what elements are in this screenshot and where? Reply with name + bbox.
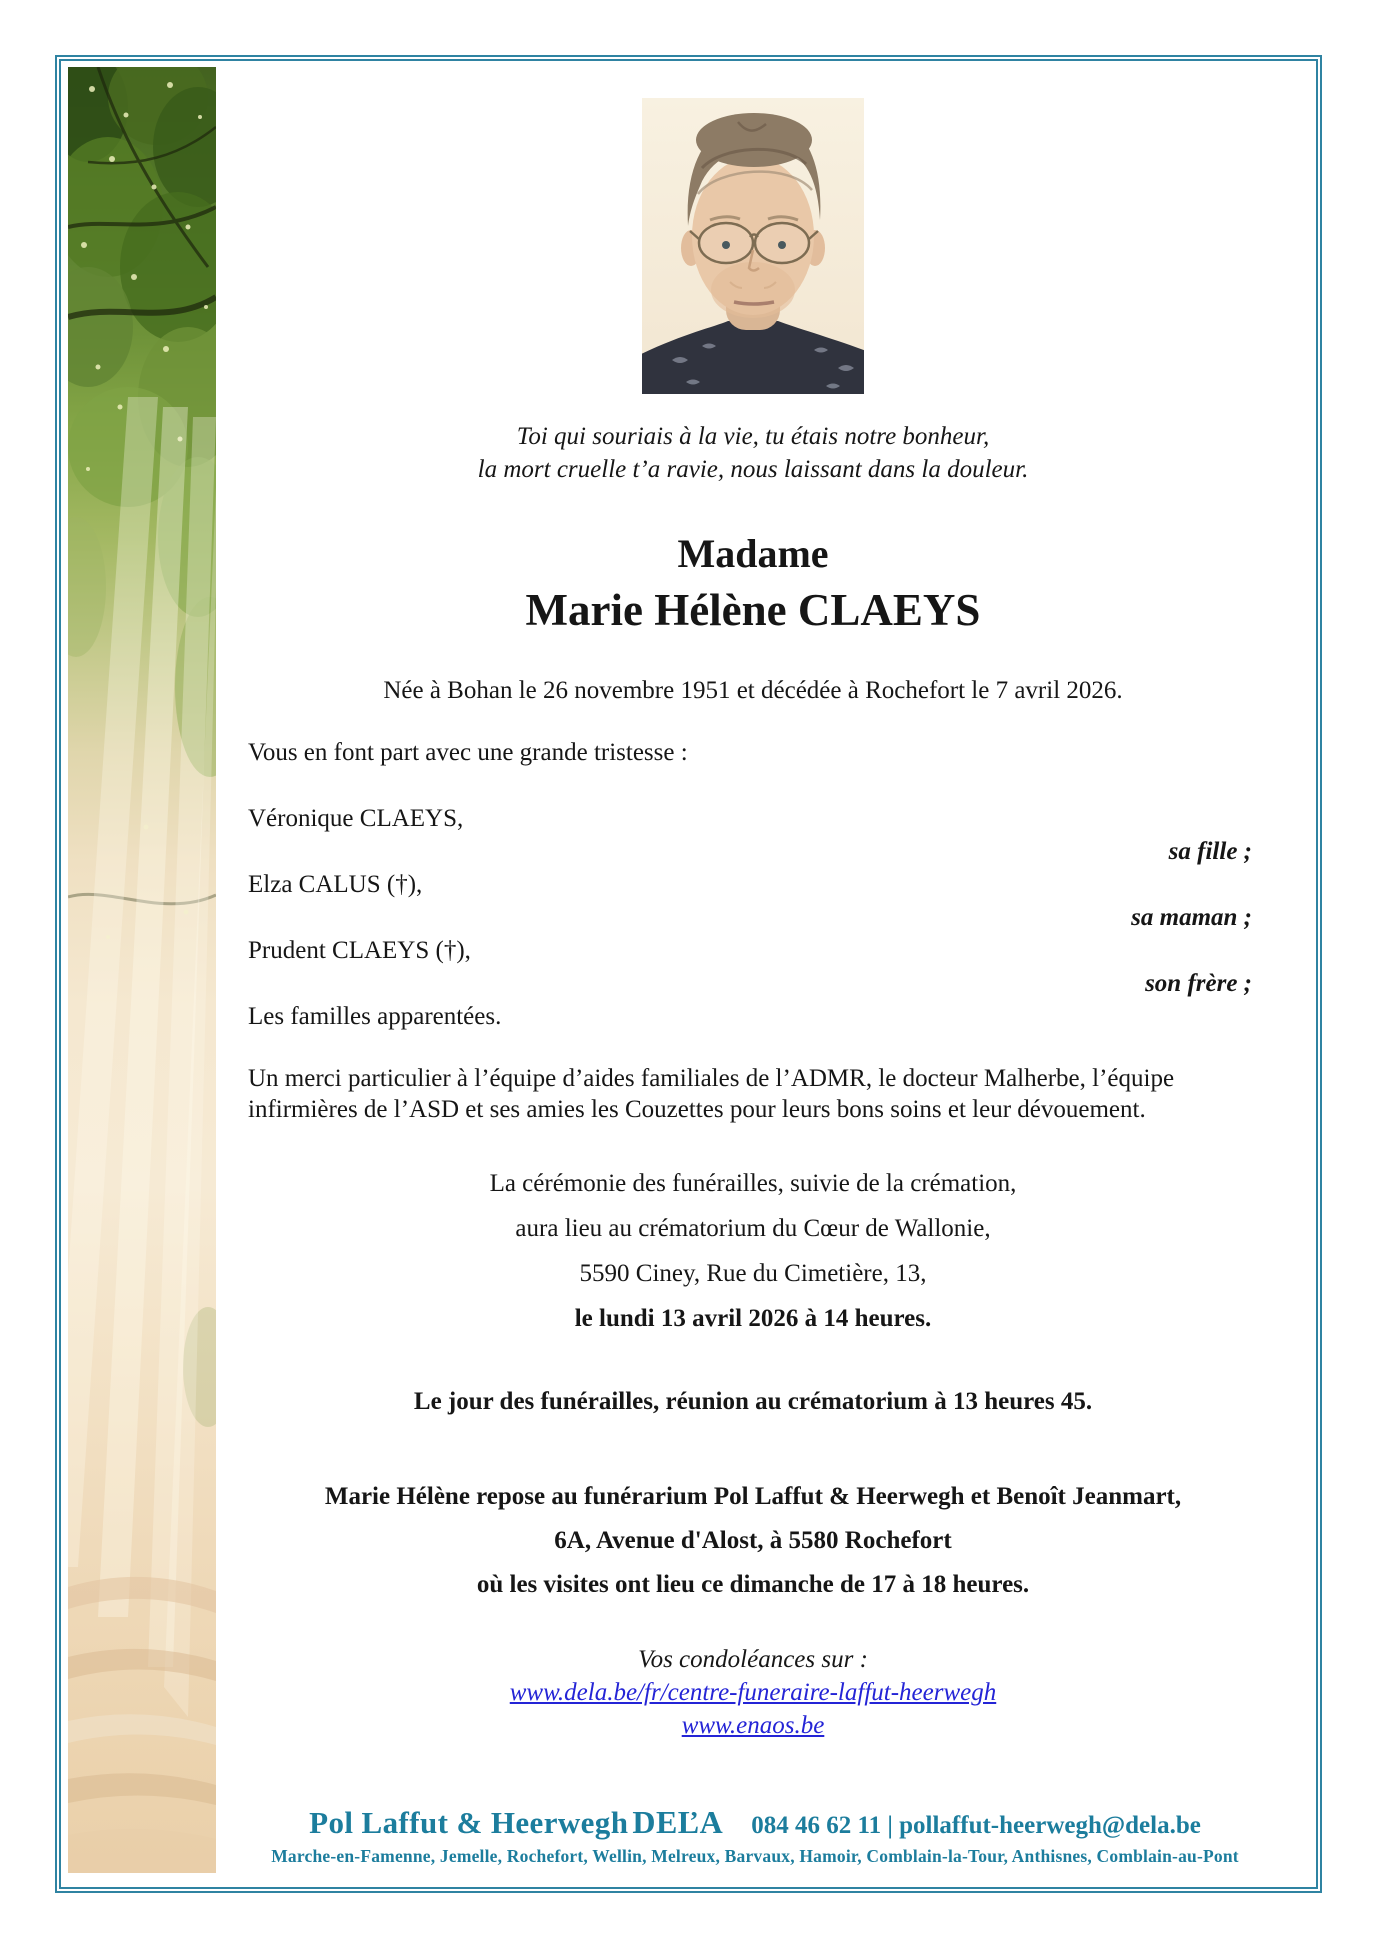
condolences-link-enaos[interactable]: www.enaos.be [681, 1712, 825, 1739]
announcement-content [248, 67, 1258, 1742]
quote-line-2: la mort cruelle t’a ravie, nous laissant dans la douleur. [477, 456, 1029, 483]
dela-logo: DEĽA [632, 1804, 724, 1840]
repose-line-1: Marie Hélène repose au funérarium Pol Laffut & Heerwegh et Benoît Jeanmart, [324, 1483, 1182, 1510]
funeral-home-contact: 084 46 62 11 | pollaffut-heerwegh@dela.be [751, 1812, 1201, 1839]
funeral-home-locations: Marche-en-Famenne, Jemelle, Rochefort, Wellin, Melreux, Barvaux, Hamoir, Comblain-la-Tour, Anthisnes, Comblain-au-Pont [271, 1846, 1239, 1866]
family-member-name: Prudent CLAEYS (†), [248, 937, 471, 964]
family-member-relation: sa maman ; [1131, 904, 1252, 931]
quote-line-1: Toi qui souriais à la vie, tu étais notre bonheur, [516, 423, 990, 450]
funeral-home-main-line [248, 1804, 1262, 1841]
deceased-portrait-photo [642, 98, 864, 394]
birth-death-line: Née à Bohan le 26 novembre 1951 et décédée à Rochefort le 7 avril 2026. [383, 677, 1123, 704]
condolences-block [248, 1643, 1258, 1742]
family-member-relation: son frère ; [1145, 970, 1252, 997]
repose-details [248, 1475, 1258, 1607]
repose-line-2: 6A, Avenue d'Alost, à 5580 Rochefort [554, 1527, 952, 1554]
announcement-intro: Vous en font part avec une grande tristesse : [248, 739, 688, 766]
family-member-name: Véronique CLAEYS, [248, 805, 464, 832]
condolences-link-dela[interactable]: www.dela.be/fr/centre-funeraire-laffut-heerwegh [509, 1679, 997, 1706]
title-prefix: Madame [677, 531, 829, 576]
thanks-paragraph: Un merci particulier à l’équipe d’aides familiales de l’ADMR, le docteur Malherbe, l’équipe infirmières de l’ASD et ses amies les Couzettes pour leurs bons soins et leur dévouement. [248, 1065, 1175, 1123]
family-member-relation: sa fille ; [1168, 838, 1252, 865]
families-note: Les familles apparentées. [248, 1003, 502, 1030]
ceremony-date-line: le lundi 13 avril 2026 à 14 heures. [574, 1305, 932, 1332]
meeting-line: Le jour des funérailles, réunion au crématorium à 13 heures 45. [413, 1388, 1093, 1415]
funeral-home-footer [248, 1804, 1262, 1867]
memorial-quote [248, 420, 1258, 486]
funeral-home-brand: Pol Laffut & Heerwegh [309, 1805, 629, 1840]
ceremony-line-2: aura lieu au crématorium du Cœur de Wallonie, [515, 1215, 991, 1242]
ceremony-line-1: La cérémonie des funérailles, suivie de la crémation, [489, 1170, 1017, 1197]
ceremony-line-3: 5590 Ciney, Rue du Cimetière, 13, [579, 1260, 927, 1287]
condolences-label: Vos condoléances sur : [638, 1646, 868, 1673]
forest-sunlight-side-image [68, 67, 216, 1873]
family-list [248, 802, 1258, 1033]
deceased-name: Marie Hélène CLAEYS [525, 585, 981, 635]
family-member-name: Elza CALUS (†), [248, 871, 423, 898]
repose-line-3: où les visites ont lieu ce dimanche de 17 à 18 heures. [476, 1571, 1030, 1598]
ceremony-details [248, 1161, 1258, 1341]
